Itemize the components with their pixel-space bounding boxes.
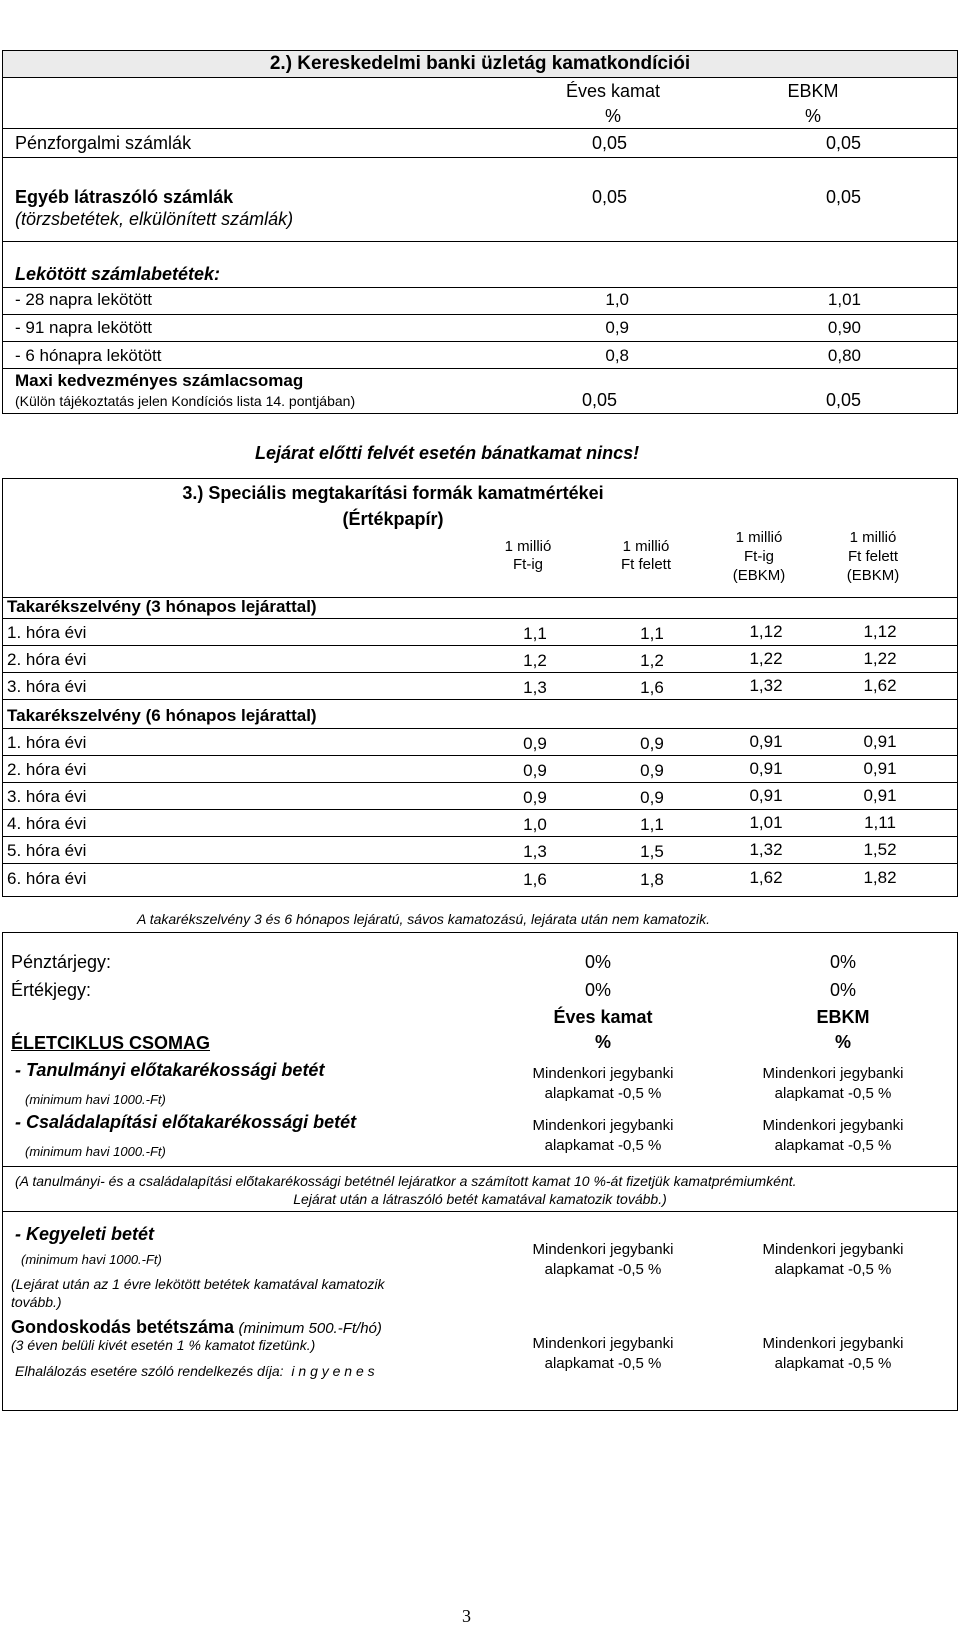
memorial-deposit-min: (minimum havi 1000.-Ft) — [21, 1252, 162, 1267]
base-rate-line: Mindenkori jegybanki — [532, 1065, 674, 1082]
row-label: 3. hóra évi — [7, 677, 87, 696]
care-deposit-ebkm — [748, 1334, 918, 1374]
row-label: - 91 napra lekötött — [15, 318, 153, 337]
base-rate-line: alapkamat -0,5 % — [544, 1085, 662, 1102]
col-header-3-line: (EBKM) — [732, 567, 786, 584]
row-value-ebkm: 0,80 — [827, 346, 861, 365]
col-header-1-line: 1 millió — [504, 538, 552, 555]
value-note-rate: 0% — [584, 980, 611, 1000]
col-header-4 — [823, 528, 923, 585]
divider — [2, 836, 958, 837]
maxi-package-label: Maxi kedvezményes számlacsomag — [15, 371, 304, 390]
row-label: 2. hóra évi — [7, 760, 87, 779]
divider — [2, 699, 958, 700]
care-deposit-line — [11, 1318, 382, 1337]
row-value: 0,9 — [640, 734, 664, 753]
cash-note-label: Pénztárjegy: — [11, 952, 112, 972]
memorial-deposit-ebkm — [748, 1240, 918, 1280]
ebkm-pct: % — [834, 1032, 851, 1052]
row-value-ebkm: 1,01 — [827, 290, 861, 309]
row-value: 0,91 — [863, 786, 897, 805]
col-header-3-line: 1 millió — [735, 529, 783, 546]
care-deposit-label: Gondoskodás betétszáma — [11, 1317, 235, 1337]
care-deposit-rate — [518, 1334, 688, 1374]
row-value-rate: 0,9 — [605, 318, 629, 337]
ebkm-header: EBKM — [787, 81, 839, 101]
fixed-deposits-header: Lekötött számlabetétek: — [15, 264, 221, 284]
base-rate-line: Mindenkori jegybanki — [532, 1241, 674, 1258]
base-rate-line: Mindenkori jegybanki — [762, 1241, 904, 1258]
row-value: 1,6 — [523, 870, 547, 889]
study-savings-min: (minimum havi 1000.-Ft) — [25, 1092, 166, 1107]
divider — [3, 618, 957, 619]
early-withdrawal-warning: Lejárat előtti felvét esetén bánatkamat nincs! — [255, 443, 640, 463]
row-value: 1,0 — [523, 815, 547, 834]
row-label: Pénzforgalmi számlák — [15, 133, 192, 153]
row-value: 1,1 — [640, 624, 664, 643]
group-2-title: Takarékszelvény (6 hónapos lejárattal) — [7, 706, 317, 725]
base-rate-line: Mindenkori jegybanki — [762, 1117, 904, 1134]
annual-rate-pct: % — [594, 1032, 611, 1052]
death-provision-label: Elhalálozás esetére szóló rendelkezés díja: — [15, 1363, 284, 1379]
row-value: 1,12 — [749, 622, 783, 641]
annual-rate-header: Éves kamat — [565, 81, 661, 101]
annual-rate-pct: % — [604, 106, 621, 126]
row-value: 1,3 — [523, 842, 547, 861]
row-value: 0,9 — [523, 761, 547, 780]
divider — [2, 645, 958, 646]
row-value: 1,22 — [863, 649, 897, 668]
row-value: 1,62 — [863, 676, 897, 695]
col-header-4-line: 1 millió — [849, 529, 897, 546]
base-rate-line: Mindenkori jegybanki — [532, 1335, 674, 1352]
divider — [3, 241, 957, 242]
row-value: 1,22 — [749, 649, 783, 668]
divider — [3, 157, 957, 158]
row-label: 3. hóra évi — [7, 787, 87, 806]
divider — [3, 1166, 957, 1167]
row-value: 0,91 — [749, 759, 783, 778]
row-label: 1. hóra évi — [7, 623, 87, 642]
divider — [2, 782, 958, 783]
row-value-ebkm: 0,05 — [825, 133, 861, 153]
memorial-deposit-note-1: (Lejárat után az 1 évre lekötött betétek kamatával kamatozik — [11, 1276, 385, 1292]
base-rate-line: Mindenkori jegybanki — [762, 1335, 904, 1352]
col-header-4-line: (EBKM) — [846, 567, 900, 584]
divider — [3, 77, 957, 78]
ebkm-header: EBKM — [816, 1007, 870, 1027]
row-value: 1,2 — [523, 651, 547, 670]
row-value: 0,9 — [523, 734, 547, 753]
family-savings-rate — [518, 1116, 688, 1156]
row-value-ebkm: 0,90 — [827, 318, 861, 337]
col-header-2-line: Ft felett — [620, 556, 672, 573]
row-value: 1,52 — [863, 840, 897, 859]
section-4-table — [2, 932, 958, 1411]
family-savings-label: - Családalapítási előtakarékossági betét — [15, 1112, 357, 1132]
row-label: 6. hóra évi — [7, 869, 87, 888]
study-savings-ebkm — [748, 1064, 918, 1104]
col-header-2-line: 1 millió — [622, 538, 670, 555]
divider — [3, 368, 957, 369]
study-savings-label: - Tanulmányi előtakarékossági betét — [15, 1060, 325, 1080]
row-value: 1,01 — [749, 813, 783, 832]
row-value: 0,9 — [640, 761, 664, 780]
row-label: Egyéb látraszóló számlák — [15, 187, 234, 207]
row-note: (törzsbetétek, elkülönített számlák) — [15, 209, 294, 229]
row-value: 1,5 — [640, 842, 664, 861]
row-label: - 28 napra lekötött — [15, 290, 153, 309]
group-1-title: Takarékszelvény (3 hónapos lejárattal) — [7, 597, 317, 616]
col-header-1-line: Ft-ig — [513, 556, 543, 573]
base-rate-line: alapkamat -0,5 % — [774, 1085, 892, 1102]
death-provision-line — [15, 1364, 375, 1378]
row-label: 4. hóra évi — [7, 814, 87, 833]
value-note-ebkm: 0% — [829, 980, 856, 1000]
cash-note-ebkm: 0% — [829, 952, 856, 972]
col-header-2 — [596, 538, 696, 574]
base-rate-line: alapkamat -0,5 % — [774, 1137, 892, 1154]
divider — [2, 755, 958, 756]
row-value: 1,12 — [863, 622, 897, 641]
divider — [3, 314, 957, 315]
section-3-table — [2, 478, 958, 897]
savings-footnote: A takarékszelvény 3 és 6 hónapos lejáratú, sávos kamatozású, lejárata után nem kamatozik. — [137, 911, 711, 927]
row-value: 1,2 — [640, 651, 664, 670]
row-value: 1,32 — [749, 840, 783, 859]
value-note-label: Értékjegy: — [11, 980, 92, 1000]
base-rate-line: Mindenkori jegybanki — [762, 1065, 904, 1082]
row-value-rate: 0,8 — [605, 346, 629, 365]
base-rate-line: alapkamat -0,5 % — [544, 1261, 662, 1278]
row-value: 0,9 — [523, 788, 547, 807]
base-rate-line: alapkamat -0,5 % — [774, 1355, 892, 1372]
row-label: - 6 hónapra lekötött — [15, 346, 162, 365]
col-header-3-line: Ft-ig — [744, 548, 774, 565]
section-3-subtitle: (Értékpapír) — [342, 509, 444, 529]
annual-rate-header: Éves kamat — [553, 1007, 653, 1027]
premium-note-line-1: (A tanulmányi- és a családalapítási előtakarékossági betétnél lejáratkor a számított kamat 10 %-át fizetjük kamatprémiumként. — [15, 1173, 797, 1189]
row-value-rate: 0,05 — [591, 187, 627, 207]
row-value: 1,8 — [640, 870, 664, 889]
section-2-title: 2.) Kereskedelmi banki üzletág kamatkondíciói — [269, 53, 691, 74]
row-value: 1,11 — [864, 813, 896, 832]
divider — [3, 1211, 957, 1212]
row-value: 0,91 — [863, 732, 897, 751]
divider — [2, 863, 958, 864]
section-3-title: 3.) Speciális megtakarítási formák kamatmértékei — [182, 483, 604, 503]
free-of-charge: i n g y e n e s — [291, 1363, 375, 1379]
maxi-package-note: (Külön tájékoztatás jelen Kondíciós lista 14. pontjában) — [15, 393, 356, 409]
base-rate-line: Mindenkori jegybanki — [532, 1117, 674, 1134]
memorial-deposit-rate — [518, 1240, 688, 1280]
row-value: 1,6 — [640, 678, 664, 697]
study-savings-rate — [518, 1064, 688, 1104]
page-number: 3 — [462, 1606, 471, 1626]
col-header-1 — [478, 538, 578, 574]
care-deposit-note: (3 éven belüli kivét esetén 1 % kamatot fizetünk.) — [11, 1337, 316, 1353]
lifecycle-package-title: ÉLETCIKLUS CSOMAG — [11, 1033, 211, 1053]
row-value: 1,1 — [640, 815, 664, 834]
col-header-4-line: Ft felett — [847, 548, 899, 565]
base-rate-line: alapkamat -0,5 % — [544, 1137, 662, 1154]
row-label: 1. hóra évi — [7, 733, 87, 752]
divider — [3, 287, 957, 288]
row-value: 1,82 — [863, 868, 897, 887]
row-value: 0,91 — [749, 786, 783, 805]
row-value: 1,3 — [523, 678, 547, 697]
row-value-rate: 0,05 — [591, 133, 627, 153]
maxi-value-rate: 0,05 — [581, 390, 617, 410]
row-value: 0,91 — [863, 759, 897, 778]
memorial-deposit-note-2: tovább.) — [11, 1294, 62, 1310]
row-value: 0,9 — [640, 788, 664, 807]
family-savings-min: (minimum havi 1000.-Ft) — [25, 1144, 166, 1159]
row-value-ebkm: 0,05 — [825, 187, 861, 207]
divider — [3, 128, 957, 129]
section-2-table — [2, 50, 958, 414]
divider — [2, 809, 958, 810]
care-deposit-min: (minimum 500.-Ft/hó) — [238, 1320, 382, 1337]
maxi-value-ebkm: 0,05 — [825, 390, 861, 410]
row-value: 1,1 — [523, 624, 547, 643]
row-label: 5. hóra évi — [7, 841, 87, 860]
row-label: 2. hóra évi — [7, 650, 87, 669]
base-rate-line: alapkamat -0,5 % — [544, 1355, 662, 1372]
family-savings-ebkm — [748, 1116, 918, 1156]
divider — [2, 728, 958, 729]
row-value: 0,91 — [749, 732, 783, 751]
divider — [3, 341, 957, 342]
cash-note-rate: 0% — [584, 952, 611, 972]
col-header-3 — [709, 528, 809, 585]
premium-note-line-2: Lejárat után a látraszóló betét kamatával kamatozik tovább.) — [293, 1191, 667, 1207]
row-value-rate: 1,0 — [605, 290, 629, 309]
ebkm-pct: % — [804, 106, 821, 126]
row-value: 1,32 — [749, 676, 783, 695]
divider — [2, 672, 958, 673]
row-value: 1,62 — [749, 868, 783, 887]
memorial-deposit-label: - Kegyeleti betét — [15, 1224, 155, 1244]
base-rate-line: alapkamat -0,5 % — [774, 1261, 892, 1278]
